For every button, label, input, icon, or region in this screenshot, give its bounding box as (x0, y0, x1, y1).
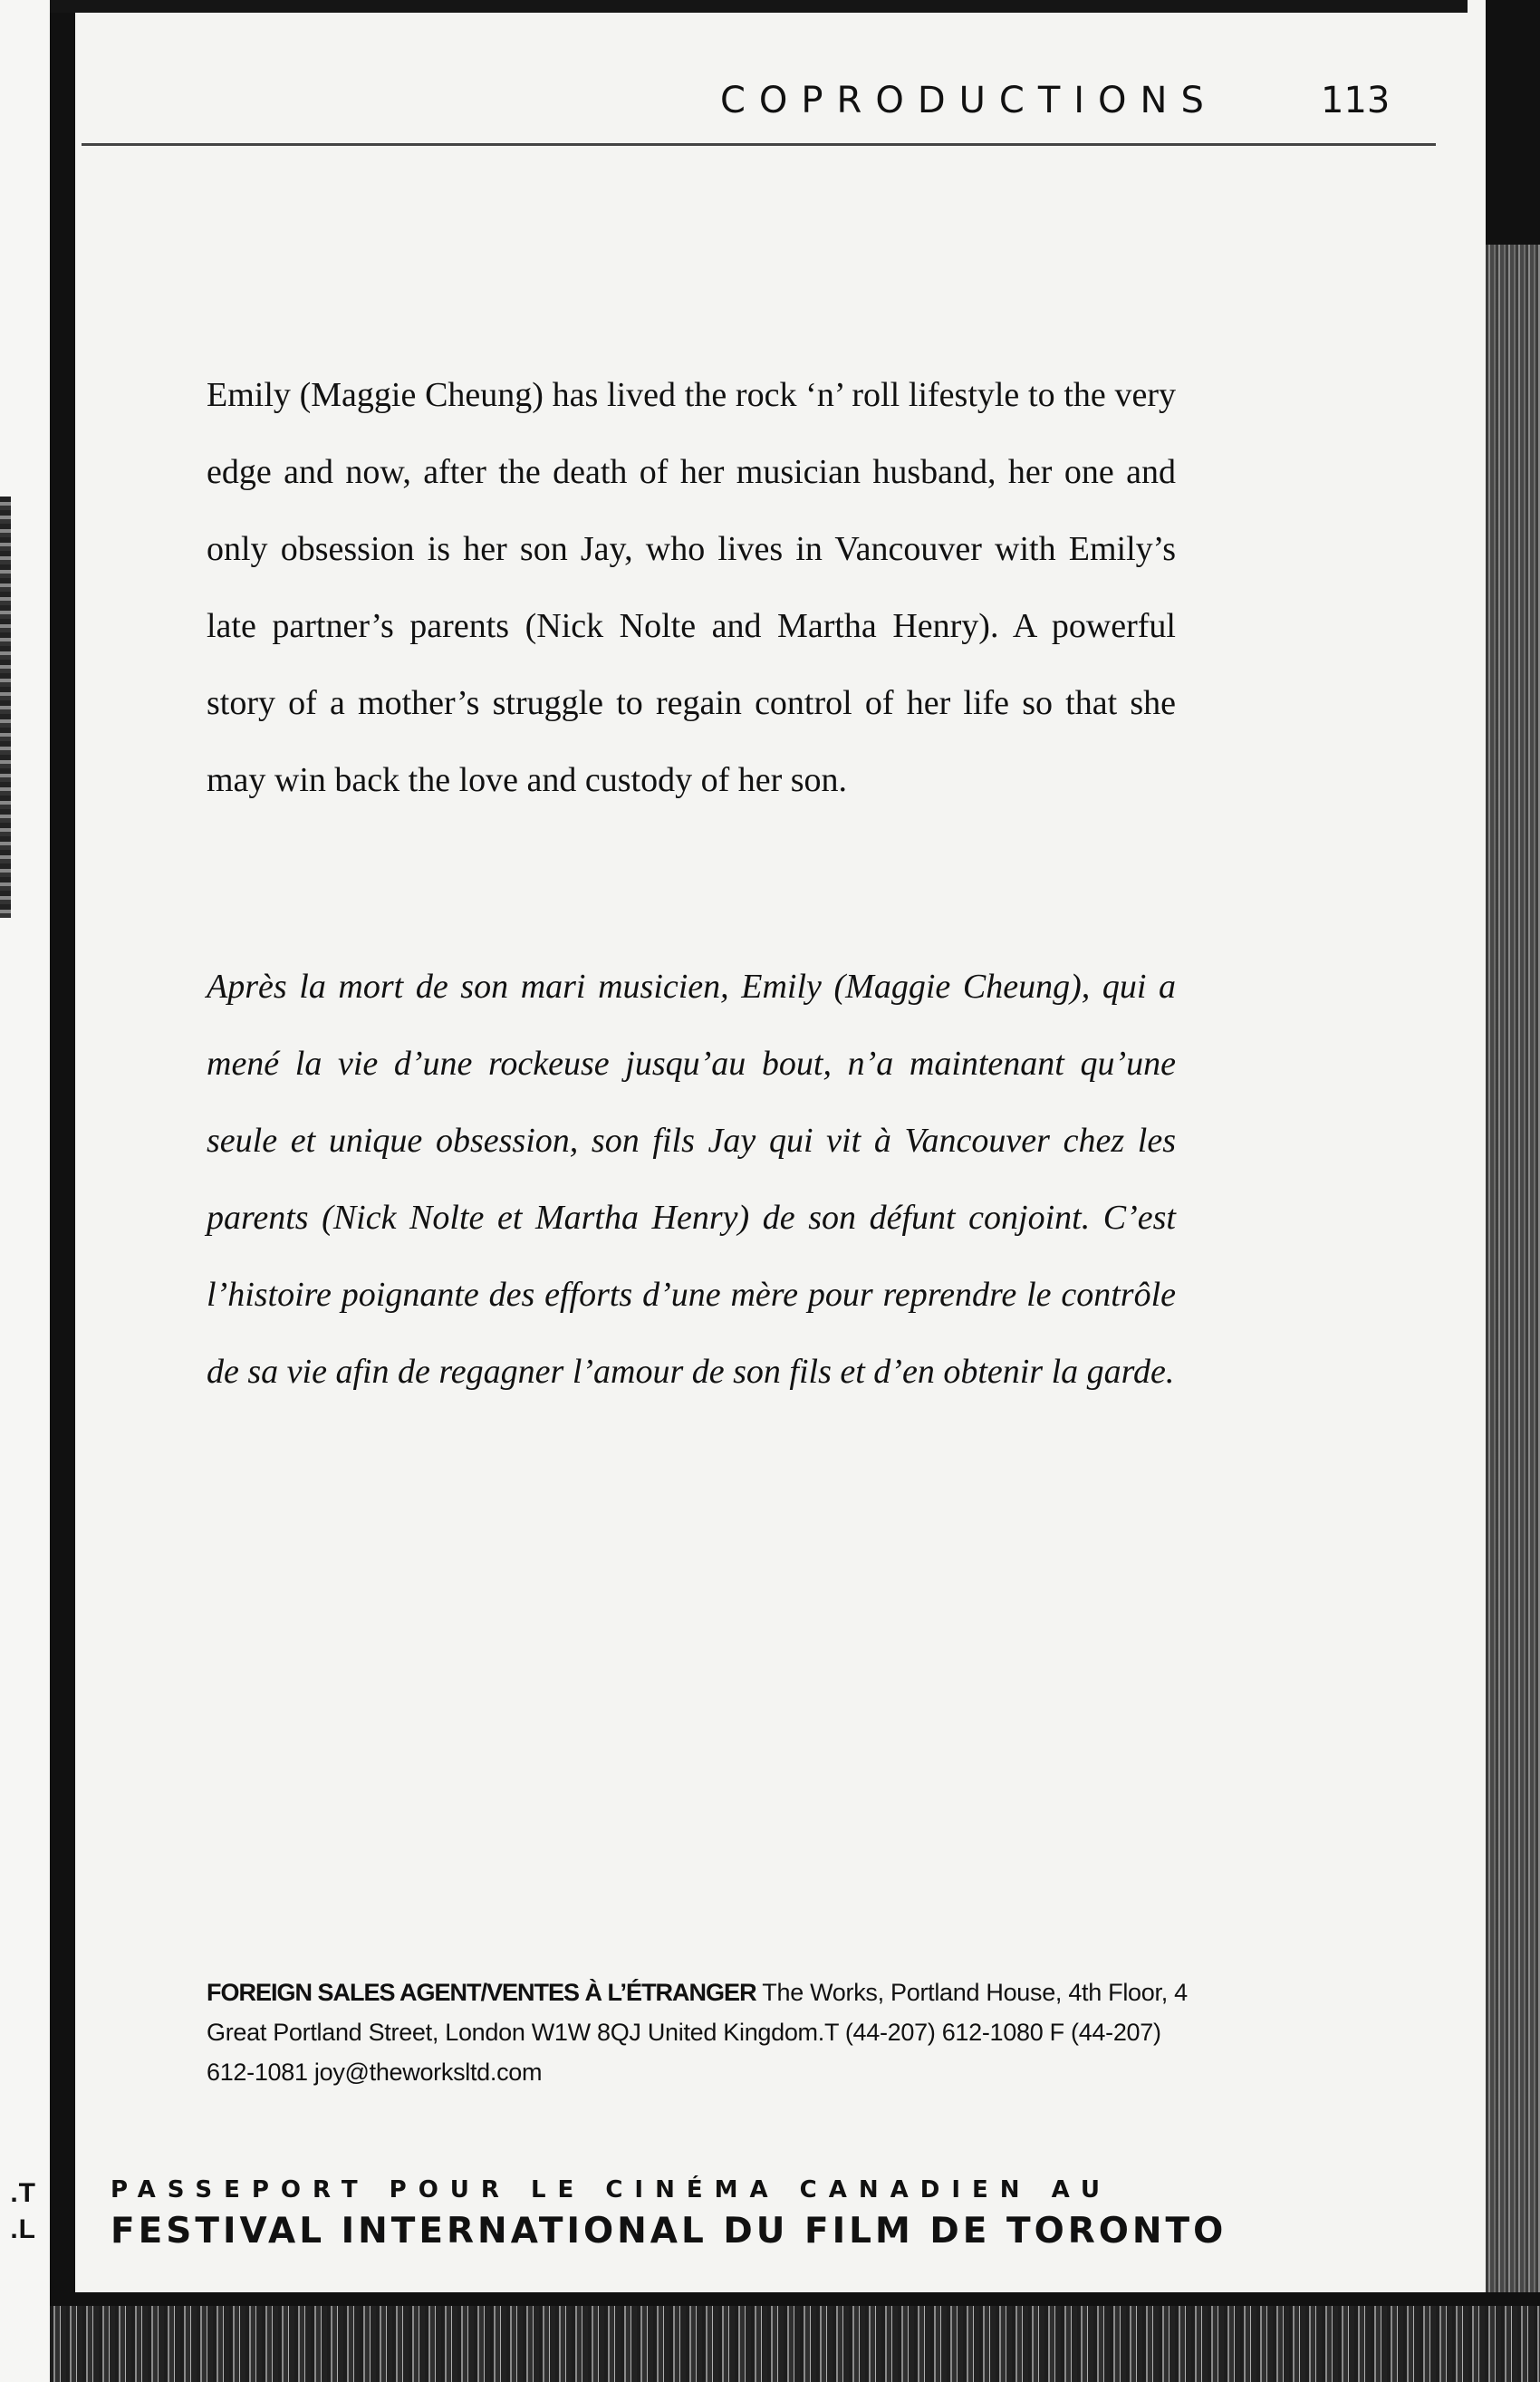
left-margin-strip (0, 0, 50, 2382)
left-binding-edge (50, 0, 75, 2382)
page-number: 113 (1321, 80, 1391, 121)
adjacent-page-fragment-top: .T (10, 2178, 36, 2208)
sales-agent-details: The Works, Portland House, 4th Floor, 4 Great Portland Street, London W1W 8QJ United Kingdom.T (44-207) 612-1080 F (44-207) 612-1081 joy@theworksltd.com (207, 1979, 1188, 2086)
adjacent-page-fragment-bottom: .L (10, 2214, 36, 2244)
left-margin-scan-mark (0, 497, 11, 918)
right-scan-edge (1486, 245, 1540, 2329)
synopsis-french: Après la mort de son mari musicien, Emily (Maggie Cheung), qui a mené la vie d’une rockeuse jusqu’au bout, n’a maintenant qu’une seule et unique obsession, son fils Jay qui vit à Vancouver chez les parents (Nick Nolte et Martha Henry) de son défunt conjoint. C’est l’histoire poignante des efforts d’une mère pour reprendre le contrôle de sa vie afin de regagner l’amour de son fils et d’en obtenir la garde. (207, 968, 1176, 1391)
sales-agent-info (207, 1972, 1198, 2092)
right-scan-edge-top (1486, 0, 1540, 245)
synopsis-english: Emily (Maggie Cheung) has lived the rock ‘n’ roll lifestyle to the very edge and now, after the death of her musician husband, her one and only obsession is her son Jay, who lives in Vancouver with Emily’s late partner’s parents (Nick Nolte and Martha Henry). A powerful story of a mother’s struggle to regain control of her life so that she may win back the love and custody of her son. (207, 376, 1176, 799)
section-title: COPRODUCTIONS (720, 80, 1218, 121)
header-rule (82, 143, 1436, 146)
top-scan-edge (50, 0, 1468, 13)
sales-agent-label: FOREIGN SALES AGENT/VENTES À L’ÉTRANGER (207, 1979, 756, 2006)
footer-passport-line: PASSEPORT POUR LE CINÉMA CANADIEN AU (111, 2176, 1112, 2204)
bottom-scan-band (50, 2306, 1540, 2382)
footer-festival-line: FESTIVAL INTERNATIONAL DU FILM DE TORONTO (111, 2211, 1227, 2252)
